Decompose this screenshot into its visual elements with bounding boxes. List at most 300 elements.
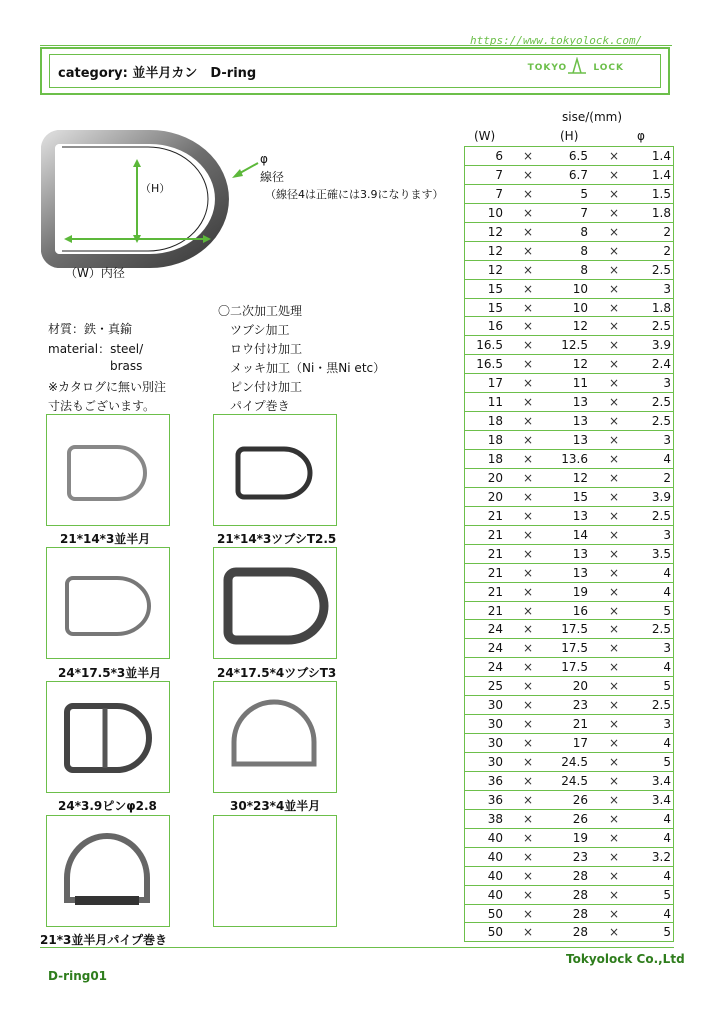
cell-separator: × xyxy=(609,755,620,769)
cell-separator: × xyxy=(523,679,534,694)
table-row xyxy=(464,734,674,753)
cell-wire-diameter: 4 xyxy=(663,565,671,580)
cell-wire-diameter: 4 xyxy=(663,868,671,883)
table-row xyxy=(464,848,674,867)
cell-width: 21 xyxy=(487,546,503,561)
processing-item: ツブシ加工 xyxy=(230,323,290,337)
cell-height: 6.7 xyxy=(568,167,588,182)
cell-separator: × xyxy=(609,717,620,732)
cell-separator: × xyxy=(609,773,620,788)
cell-separator: × xyxy=(609,243,620,258)
cell-width: 24 xyxy=(487,641,503,656)
table-row xyxy=(464,374,674,393)
cell-height: 16 xyxy=(572,603,588,618)
material-line-2: material：steel/ xyxy=(48,342,144,356)
cell-separator: × xyxy=(609,849,620,864)
cell-wire-diameter: 2.5 xyxy=(651,622,671,637)
width-label: （W）内径 xyxy=(65,266,125,280)
photo-caption: 30*23*4並半月 xyxy=(230,799,321,813)
category-title: category: 並半月カン D-ring xyxy=(58,66,257,81)
table-row xyxy=(464,469,674,488)
cell-height: 26 xyxy=(572,811,588,826)
cell-wire-diameter: 2.4 xyxy=(651,357,671,372)
table-row xyxy=(464,923,674,942)
cell-separator: × xyxy=(523,186,534,201)
product-photo-3 xyxy=(46,547,170,659)
cell-wire-diameter: 2.5 xyxy=(651,262,671,277)
cell-wire-diameter: 4 xyxy=(663,660,671,675)
cell-height: 13 xyxy=(572,433,588,448)
cell-height: 17.5 xyxy=(561,660,588,675)
cell-wire-diameter: 1.8 xyxy=(651,300,671,315)
size-table xyxy=(464,146,674,942)
product-photo-2 xyxy=(213,414,337,526)
cell-width: 20 xyxy=(487,489,503,504)
cell-separator: × xyxy=(609,395,620,410)
cell-width: 21 xyxy=(487,603,503,618)
processing-item: ピン付け加工 xyxy=(230,380,303,394)
material-line-3: brass xyxy=(110,359,143,373)
cell-width: 21 xyxy=(487,584,503,599)
table-row xyxy=(464,317,674,336)
cell-height: 28 xyxy=(572,868,588,883)
table-row xyxy=(464,204,674,223)
cell-separator: × xyxy=(523,868,534,883)
table-row xyxy=(464,715,674,734)
cell-wire-diameter: 2.5 xyxy=(651,508,671,523)
product-photo-7 xyxy=(46,815,170,927)
table-row xyxy=(464,753,674,772)
cell-separator: × xyxy=(523,508,534,523)
column-header-w: (W) xyxy=(474,129,496,143)
cell-separator: × xyxy=(609,622,620,637)
wire-diameter-note: （線径4は正確には3.9になります） xyxy=(265,188,444,201)
cell-separator: × xyxy=(523,527,534,542)
website-url[interactable]: https://www.tokyolock.com/ xyxy=(470,34,643,47)
cell-separator: × xyxy=(609,414,620,429)
tokyolock-logo xyxy=(528,63,624,73)
cell-wire-diameter: 5 xyxy=(663,755,671,769)
cell-separator: × xyxy=(609,508,620,523)
cell-height: 28 xyxy=(572,925,588,940)
cell-height: 28 xyxy=(572,906,588,921)
cell-height: 10 xyxy=(572,281,588,296)
header-box xyxy=(40,47,670,95)
cell-height: 28 xyxy=(572,887,588,902)
cell-wire-diameter: 4 xyxy=(663,830,671,845)
table-row xyxy=(464,299,674,318)
cell-separator: × xyxy=(609,319,620,334)
cell-width: 12 xyxy=(487,224,503,239)
cell-width: 24 xyxy=(487,622,503,637)
cell-height: 13 xyxy=(572,508,588,523)
column-header-phi: φ xyxy=(637,129,645,143)
table-row xyxy=(464,658,674,677)
cell-separator: × xyxy=(609,489,620,504)
cell-wire-diameter: 1.4 xyxy=(651,149,671,163)
cell-separator: × xyxy=(609,679,620,694)
cell-wire-diameter: 3.2 xyxy=(651,849,671,864)
cell-separator: × xyxy=(523,243,534,258)
cell-wire-diameter: 1.4 xyxy=(651,167,671,182)
cell-wire-diameter: 5 xyxy=(663,679,671,694)
cell-wire-diameter: 3.9 xyxy=(651,489,671,504)
table-row xyxy=(464,867,674,886)
cell-separator: × xyxy=(523,546,534,561)
phi-label: φ xyxy=(260,152,268,166)
cell-separator: × xyxy=(609,527,620,542)
table-row xyxy=(464,280,674,299)
cell-separator: × xyxy=(523,925,534,940)
processing-item: メッキ加工（Ni・黒Ni etc） xyxy=(230,361,386,375)
table-row xyxy=(464,147,674,166)
cell-separator: × xyxy=(523,830,534,845)
cell-separator: × xyxy=(523,792,534,807)
cell-separator: × xyxy=(523,603,534,618)
cell-separator: × xyxy=(609,811,620,826)
cell-separator: × xyxy=(609,433,620,448)
product-photo-5 xyxy=(46,681,170,793)
company-name: Tokyolock Co.,Ltd xyxy=(566,952,685,966)
cell-width: 30 xyxy=(487,755,503,769)
cell-height: 13 xyxy=(572,546,588,561)
cell-separator: × xyxy=(609,584,620,599)
cell-separator: × xyxy=(523,773,534,788)
product-photo-4 xyxy=(213,547,337,659)
cell-separator: × xyxy=(523,338,534,353)
cell-height: 24.5 xyxy=(561,755,588,769)
cell-height: 13 xyxy=(572,414,588,429)
cell-separator: × xyxy=(523,376,534,391)
cell-separator: × xyxy=(609,887,620,902)
cell-width: 21 xyxy=(487,565,503,580)
cell-height: 8 xyxy=(580,243,588,258)
cell-height: 15 xyxy=(572,489,588,504)
cell-separator: × xyxy=(523,319,534,334)
material-line-4: ※カタログに無い別注 xyxy=(48,380,167,394)
cell-separator: × xyxy=(523,357,534,372)
cell-separator: × xyxy=(523,698,534,713)
cell-wire-diameter: 4 xyxy=(663,811,671,826)
cell-separator: × xyxy=(523,470,534,485)
processing-item: ロウ付け加工 xyxy=(230,342,303,356)
cell-height: 17.5 xyxy=(561,641,588,656)
cell-wire-diameter: 3.4 xyxy=(651,792,671,807)
cell-wire-diameter: 4 xyxy=(663,906,671,921)
cell-separator: × xyxy=(523,717,534,732)
material-line-1: 材質：鉄・真鍮 xyxy=(48,322,133,336)
cell-wire-diameter: 4 xyxy=(663,736,671,751)
cell-width: 24 xyxy=(487,660,503,675)
cell-width: 17 xyxy=(487,376,503,391)
material-line-5: 寸法もございます。 xyxy=(48,399,156,413)
product-photo-1 xyxy=(46,414,170,526)
cell-height: 13 xyxy=(572,395,588,410)
photo-caption: 24*17.5*4ツブシT3 xyxy=(217,666,337,680)
cell-width: 18 xyxy=(487,414,503,429)
cell-separator: × xyxy=(609,357,620,372)
table-row xyxy=(464,677,674,696)
cell-width: 30 xyxy=(487,698,503,713)
cell-height: 23 xyxy=(572,698,588,713)
cell-separator: × xyxy=(523,641,534,656)
wire-diameter-label: 線径 xyxy=(260,170,285,184)
cell-separator: × xyxy=(523,224,534,239)
cell-separator: × xyxy=(523,849,534,864)
header-inner-frame xyxy=(49,54,661,88)
cell-width: 18 xyxy=(487,433,503,448)
cell-height: 19 xyxy=(572,830,588,845)
cell-separator: × xyxy=(523,887,534,902)
cell-separator: × xyxy=(609,565,620,580)
cell-wire-diameter: 5 xyxy=(663,603,671,618)
cell-height: 11 xyxy=(572,376,588,391)
cell-separator: × xyxy=(609,830,620,845)
cell-width: 12 xyxy=(487,243,503,258)
cell-height: 8 xyxy=(580,262,588,277)
cell-separator: × xyxy=(523,433,534,448)
cell-width: 40 xyxy=(487,849,503,864)
cell-width: 36 xyxy=(487,792,503,807)
cell-height: 21 xyxy=(572,717,588,732)
table-row xyxy=(464,772,674,791)
cell-separator: × xyxy=(609,925,620,940)
cell-wire-diameter: 3.4 xyxy=(651,773,671,788)
d-ring-image xyxy=(47,415,168,524)
cell-wire-diameter: 2 xyxy=(663,243,671,258)
cell-wire-diameter: 1.8 xyxy=(651,205,671,220)
d-ring-image xyxy=(47,548,168,657)
cell-separator: × xyxy=(523,395,534,410)
cell-width: 40 xyxy=(487,830,503,845)
cell-height: 8 xyxy=(580,224,588,239)
cell-width: 16.5 xyxy=(476,338,503,353)
cell-wire-diameter: 5 xyxy=(663,887,671,902)
cell-width: 50 xyxy=(487,925,503,940)
cell-height: 13 xyxy=(572,565,588,580)
cell-separator: × xyxy=(523,622,534,637)
table-row xyxy=(464,261,674,280)
cell-width: 21 xyxy=(487,508,503,523)
cell-width: 30 xyxy=(487,736,503,751)
cell-height: 17.5 xyxy=(561,622,588,637)
cell-width: 36 xyxy=(487,773,503,788)
cell-separator: × xyxy=(609,698,620,713)
cell-separator: × xyxy=(609,186,620,201)
cell-separator: × xyxy=(523,906,534,921)
photo-caption: 21*3並半月パイプ巻き xyxy=(40,933,167,947)
cell-separator: × xyxy=(609,167,620,182)
table-row xyxy=(464,639,674,658)
table-row xyxy=(464,488,674,507)
cell-width: 21 xyxy=(487,527,503,542)
table-row xyxy=(464,583,674,602)
d-ring-image xyxy=(214,548,335,657)
cell-wire-diameter: 2.5 xyxy=(651,698,671,713)
table-row xyxy=(464,526,674,545)
cell-separator: × xyxy=(523,167,534,182)
cell-wire-diameter: 3 xyxy=(663,641,671,656)
cell-separator: × xyxy=(523,149,534,163)
cell-separator: × xyxy=(609,376,620,391)
cell-height: 23 xyxy=(572,849,588,864)
cell-width: 18 xyxy=(487,452,503,466)
footer-line xyxy=(40,947,674,948)
cell-width: 7 xyxy=(495,167,503,182)
processing-title: 〇二次加工処理 xyxy=(218,304,303,318)
table-row xyxy=(464,431,674,450)
cell-separator: × xyxy=(609,262,620,277)
cell-wire-diameter: 2.5 xyxy=(651,319,671,334)
d-ring-pin-image xyxy=(47,682,168,791)
cell-separator: × xyxy=(609,300,620,315)
cell-wire-diameter: 2 xyxy=(663,224,671,239)
cell-wire-diameter: 3 xyxy=(663,281,671,296)
document-id: D-ring01 xyxy=(48,969,108,983)
cell-separator: × xyxy=(523,660,534,675)
cell-width: 16 xyxy=(487,319,503,334)
table-row xyxy=(464,829,674,848)
table-row xyxy=(464,412,674,431)
cell-separator: × xyxy=(523,489,534,504)
cell-wire-diameter: 2.5 xyxy=(651,414,671,429)
table-row xyxy=(464,905,674,924)
photo-caption: 24*3.9ピンφ2.8 xyxy=(58,799,157,813)
cell-separator: × xyxy=(523,262,534,277)
table-row xyxy=(464,185,674,204)
cell-height: 26 xyxy=(572,792,588,807)
cell-wire-diameter: 5 xyxy=(663,925,671,940)
cell-separator: × xyxy=(609,641,620,656)
table-row xyxy=(464,393,674,412)
cell-separator: × xyxy=(609,660,620,675)
cell-height: 6.5 xyxy=(568,149,588,163)
table-row xyxy=(464,242,674,261)
cell-height: 12.5 xyxy=(561,338,588,353)
cell-width: 20 xyxy=(487,470,503,485)
table-row xyxy=(464,507,674,526)
cell-width: 16.5 xyxy=(476,357,503,372)
table-row xyxy=(464,223,674,242)
table-row xyxy=(464,450,674,469)
cell-width: 15 xyxy=(487,281,503,296)
photo-caption: 24*17.5*3並半月 xyxy=(58,666,162,680)
cell-separator: × xyxy=(609,281,620,296)
cell-width: 30 xyxy=(487,717,503,732)
cell-separator: × xyxy=(523,452,534,466)
cell-width: 15 xyxy=(487,300,503,315)
cell-separator: × xyxy=(523,205,534,220)
cell-separator: × xyxy=(523,281,534,296)
cell-separator: × xyxy=(523,811,534,826)
cell-width: 25 xyxy=(487,679,503,694)
cell-separator: × xyxy=(609,868,620,883)
cell-width: 11 xyxy=(487,395,503,410)
cell-height: 12 xyxy=(572,319,588,334)
table-row xyxy=(464,791,674,810)
height-label: （H） xyxy=(140,182,171,195)
table-row xyxy=(464,602,674,621)
cell-wire-diameter: 2.5 xyxy=(651,395,671,410)
cell-separator: × xyxy=(609,603,620,618)
cell-separator: × xyxy=(523,736,534,751)
cell-width: 40 xyxy=(487,887,503,902)
table-row xyxy=(464,696,674,715)
table-row xyxy=(464,166,674,185)
size-unit-label: sise/(mm) xyxy=(562,110,623,124)
cell-width: 50 xyxy=(487,906,503,921)
d-ring-diagram xyxy=(40,125,270,275)
d-ring-image xyxy=(214,682,335,791)
cell-wire-diameter: 1.5 xyxy=(651,186,671,201)
cell-wire-diameter: 3 xyxy=(663,433,671,448)
column-header-h: (H) xyxy=(560,129,579,143)
logo-text-left: TOKYO xyxy=(527,63,568,73)
cell-height: 12 xyxy=(572,470,588,485)
cell-height: 10 xyxy=(572,300,588,315)
cell-separator: × xyxy=(609,224,620,239)
cell-height: 7 xyxy=(580,205,588,220)
cell-separator: × xyxy=(609,452,620,466)
cell-height: 20 xyxy=(572,679,588,694)
cell-separator: × xyxy=(609,149,620,163)
cell-wire-diameter: 3.5 xyxy=(651,546,671,561)
cell-separator: × xyxy=(523,584,534,599)
cell-separator: × xyxy=(609,470,620,485)
cell-separator: × xyxy=(609,792,620,807)
logo-text-right: LOCK xyxy=(593,63,624,73)
table-row xyxy=(464,545,674,564)
header-top-line xyxy=(40,45,672,46)
photo-caption: 21*14*3ツブシT2.5 xyxy=(217,532,337,546)
cell-height: 13.6 xyxy=(561,452,588,466)
d-ring-pipe-image xyxy=(47,816,168,925)
table-row xyxy=(464,886,674,905)
lock-logo-icon xyxy=(566,57,588,75)
cell-height: 17 xyxy=(572,736,588,751)
product-photo-6 xyxy=(213,681,337,793)
table-row xyxy=(464,336,674,355)
cell-height: 24.5 xyxy=(561,773,588,788)
cell-width: 38 xyxy=(487,811,503,826)
cell-height: 19 xyxy=(572,584,588,599)
photo-caption: 21*14*3並半月 xyxy=(60,532,151,546)
cell-width: 6 xyxy=(495,149,503,163)
table-row xyxy=(464,564,674,583)
cell-wire-diameter: 3 xyxy=(663,527,671,542)
cell-separator: × xyxy=(609,906,620,921)
cell-separator: × xyxy=(523,414,534,429)
cell-height: 14 xyxy=(572,527,588,542)
cell-width: 40 xyxy=(487,868,503,883)
cell-wire-diameter: 3 xyxy=(663,376,671,391)
cell-wire-diameter: 4 xyxy=(663,584,671,599)
processing-item: パイプ巻き xyxy=(230,399,290,413)
cell-wire-diameter: 3.9 xyxy=(651,338,671,353)
cell-separator: × xyxy=(609,546,620,561)
cell-wire-diameter: 4 xyxy=(663,452,671,466)
table-row xyxy=(464,810,674,829)
table-row xyxy=(464,620,674,639)
cell-separator: × xyxy=(609,338,620,353)
cell-separator: × xyxy=(523,755,534,769)
cell-height: 12 xyxy=(572,357,588,372)
cell-separator: × xyxy=(609,736,620,751)
d-ring-image xyxy=(214,415,335,524)
cell-separator: × xyxy=(609,205,620,220)
product-photo-empty xyxy=(213,815,337,927)
table-row xyxy=(464,355,674,374)
